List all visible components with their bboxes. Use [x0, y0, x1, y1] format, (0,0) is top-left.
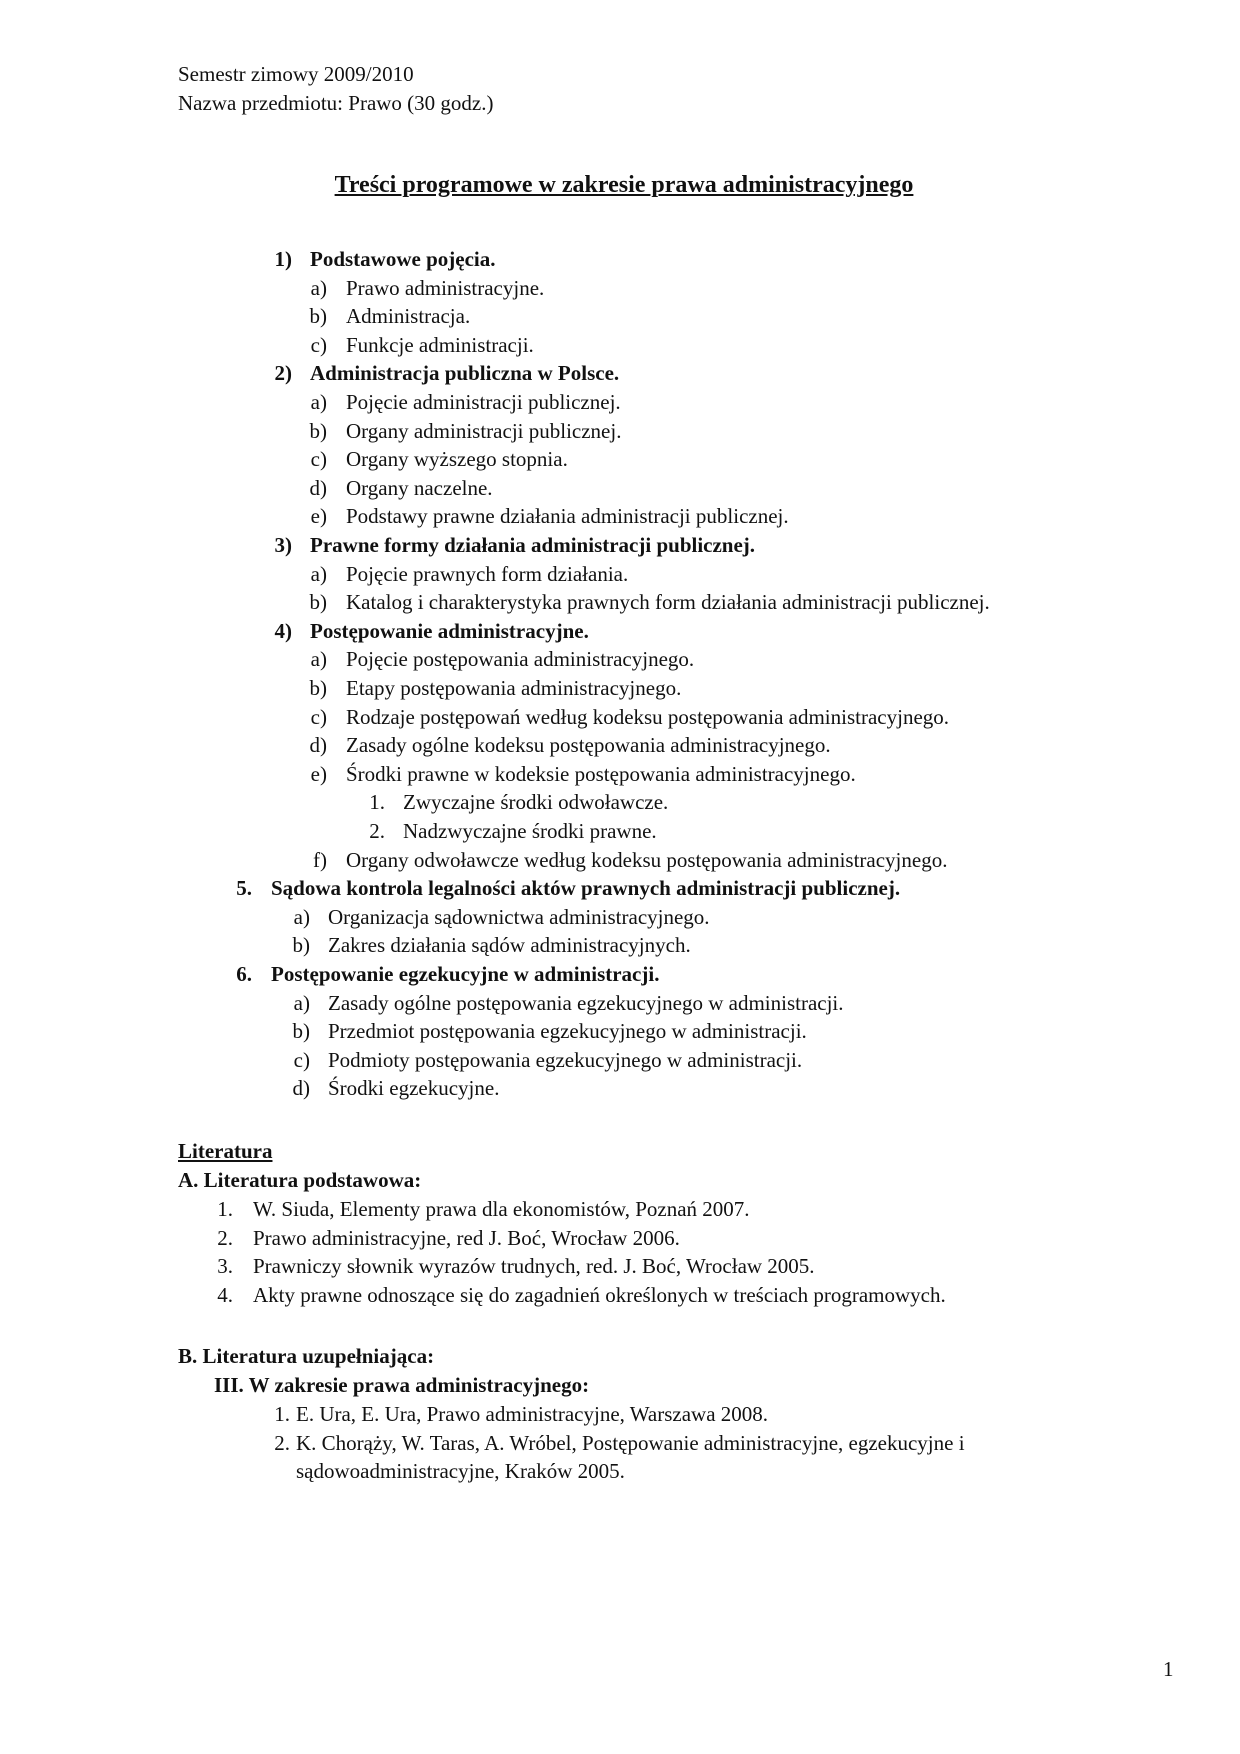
item-text: Środki prawne w kodeksie postępowania administracyjnego.: [346, 761, 856, 786]
item-label: 2.: [369, 819, 385, 843]
item-text: Etapy postępowania administracyjnego.: [346, 676, 682, 700]
item-label: a): [310, 390, 327, 414]
supplementary-subheading: III. W zakresie prawa administracyjnego:: [214, 1373, 590, 1397]
item-label: a): [310, 647, 327, 672]
item-label: b): [309, 590, 327, 615]
item-text: Zasady ogólne kodeksu postępowania administracyjnego.: [346, 733, 831, 758]
section-number: 5.: [236, 876, 252, 901]
item-text: Organy naczelne.: [346, 475, 493, 500]
literature-number: 2.: [274, 1430, 290, 1455]
literature-item-continuation: sądowoadministracyjne, Kraków 2005.: [296, 1459, 625, 1484]
item-label: c): [310, 332, 327, 357]
item-label: b): [309, 304, 327, 329]
literature-item: E. Ura, E. Ura, Prawo administracyjne, Warszawa 2008.: [296, 1402, 769, 1426]
item-label: d): [292, 1076, 310, 1101]
item-text: Przedmiot postępowania egzekucyjnego w administracji.: [328, 1019, 807, 1044]
literature-number: 3.: [217, 1254, 233, 1279]
literature-item: K. Chorąży, W. Taras, A. Wróbel, Postępowanie administracyjne, egzekucyjne i: [296, 1430, 965, 1455]
section-number: 6.: [236, 962, 252, 986]
item-label: b): [292, 1019, 310, 1044]
item-label: 1.: [369, 790, 385, 815]
literature-number: 1.: [217, 1197, 233, 1221]
item-text: Administracja.: [346, 304, 471, 329]
item-text: Pojęcie administracji publicznej.: [346, 390, 621, 414]
item-label: d): [309, 475, 327, 500]
item-label: c): [310, 447, 327, 472]
literature-item: Prawo administracyjne, red J. Boć, Wrocław 2006.: [253, 1225, 680, 1250]
item-text: Zwyczajne środki odwoławcze.: [403, 790, 669, 815]
item-text: Pojęcie postępowania administracyjnego.: [346, 647, 695, 672]
item-label: c): [310, 704, 327, 729]
item-label: b): [309, 418, 327, 443]
item-label: a): [310, 275, 327, 300]
section-title: Podstawowe pojęcia.: [310, 247, 496, 271]
item-label: a): [293, 904, 310, 929]
subject-line: Nazwa przedmiotu: Prawo (30 godz.): [178, 90, 494, 115]
section-number: 1): [274, 247, 292, 271]
section-number: 3): [274, 533, 292, 557]
item-text: Organy odwoławcze według kodeksu postępowania administracyjnego.: [346, 847, 948, 872]
supplementary-literature-heading: B. Literatura uzupełniająca:: [178, 1344, 435, 1368]
literature-number: 4.: [217, 1282, 233, 1307]
literature-item: Akty prawne odnoszące się do zagadnień określonych w treściach programowych.: [253, 1282, 946, 1307]
item-text: Organizacja sądownictwa administracyjnego.: [328, 904, 710, 929]
literature-item: W. Siuda, Elementy prawa dla ekonomistów, Poznań 2007.: [253, 1197, 750, 1221]
literature-number: 2.: [217, 1225, 233, 1250]
literature-item: Prawniczy słownik wyrazów trudnych, red. J. Boć, Wrocław 2005.: [253, 1254, 815, 1279]
item-text: Środki egzekucyjne.: [328, 1076, 500, 1101]
section-title: Prawne formy działania administracji publicznej.: [310, 533, 756, 557]
item-label: b): [309, 676, 327, 700]
item-text: Rodzaje postępowań według kodeksu postępowania administracyjnego.: [346, 704, 950, 729]
item-label: f): [313, 847, 327, 872]
item-label: c): [293, 1047, 310, 1072]
item-text: Organy wyższego stopnia.: [346, 447, 568, 472]
item-text: Pojęcie prawnych form działania.: [346, 561, 629, 586]
item-label: b): [292, 933, 310, 958]
page-title: Treści programowe w zakresie prawa administracyjnego: [334, 172, 914, 198]
item-label: e): [310, 504, 327, 529]
item-text: Organy administracji publicznej.: [346, 418, 622, 443]
section-title: Administracja publiczna w Polsce.: [310, 361, 620, 386]
item-label: a): [310, 561, 327, 586]
section-title: Postępowanie administracyjne.: [310, 618, 589, 643]
semester-line: Semestr zimowy 2009/2010: [178, 62, 414, 86]
section-title: Postępowanie egzekucyjne w administracji.: [271, 962, 660, 986]
item-text: Prawo administracyjne.: [346, 275, 545, 300]
document-header: [178, 60, 493, 117]
item-text: Zasady ogólne postępowania egzekucyjnego w administracji.: [328, 990, 844, 1015]
basic-literature-heading: A. Literatura podstawowa:: [178, 1168, 422, 1192]
item-label: a): [293, 990, 310, 1015]
item-text: Podmioty postępowania egzekucyjnego w administracji.: [328, 1047, 803, 1072]
item-text: Funkcje administracji.: [346, 332, 534, 357]
section-number: 2): [274, 361, 292, 386]
literature-heading: Literatura: [178, 1139, 273, 1163]
item-text: Nadzwyczajne środki prawne.: [403, 819, 657, 843]
section-number: 4): [274, 618, 292, 643]
page-number: 1: [1163, 1657, 1174, 1681]
item-label: d): [309, 733, 327, 758]
item-text: Katalog i charakterystyka prawnych form działania administracji publicznej.: [346, 590, 990, 615]
section-title: Sądowa kontrola legalności aktów prawnych administracji publicznej.: [271, 876, 901, 901]
item-label: e): [310, 761, 327, 786]
item-text: Podstawy prawne działania administracji publicznej.: [346, 504, 789, 529]
item-text: Zakres działania sądów administracyjnych.: [328, 933, 691, 958]
literature-number: 1.: [274, 1402, 290, 1426]
